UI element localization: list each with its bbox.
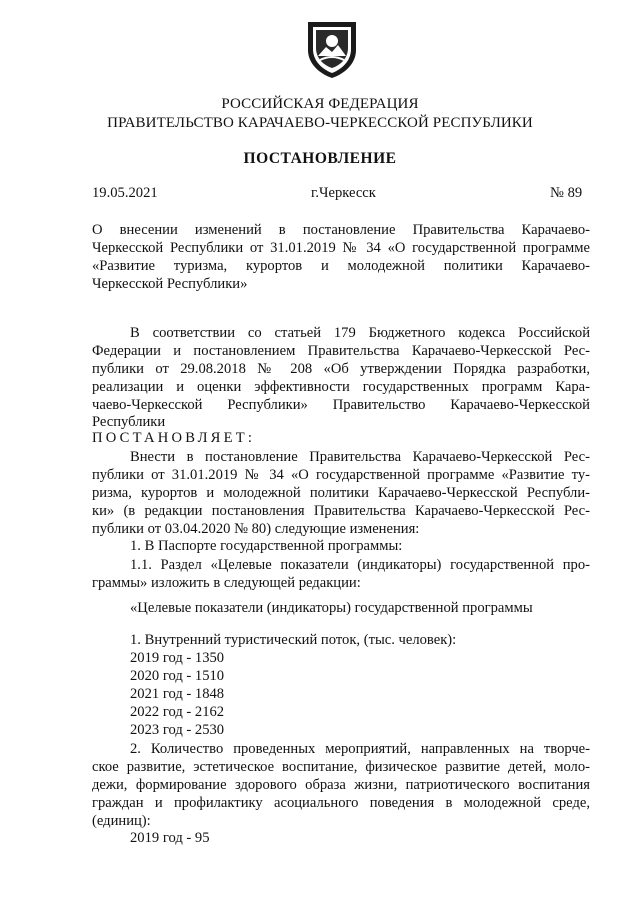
preamble-line: В соответствии со статьей 179 Бюджетного кодекса Российской bbox=[130, 325, 590, 341]
indicator-1-title: 1. Внутренний туристический поток, (тыс. человек): bbox=[130, 632, 457, 648]
indicator-2-line: граждан и профилактику асоциального поведения в молодежной среде, bbox=[92, 795, 590, 811]
preamble-block bbox=[92, 324, 590, 430]
indicator-2-line: (единиц): bbox=[92, 813, 151, 829]
resolves-heading: ПОСТАНОВЛЯЕТ: bbox=[92, 430, 256, 446]
amendment-line: ки» (в редакции постановления Правительства Карачаево-Черкесской Рес- bbox=[92, 503, 590, 519]
preamble-line: Республики bbox=[92, 414, 166, 430]
amendment-line: публики от 03.04.2020 № 80) следующие изменения: bbox=[92, 521, 420, 537]
indicator-2-line: дежи, формирование здорового образа жизни, патриотического воспитания bbox=[92, 777, 590, 793]
indicator-2-block bbox=[92, 740, 590, 830]
indicator-1-value: 2022 год - 2162 bbox=[130, 704, 225, 720]
government-heading: ПРАВИТЕЛЬСТВО КАРАЧАЕВО-ЧЕРКЕССКОЙ РЕСПУБЛИКИ bbox=[107, 115, 533, 131]
subject-line: Черкесской Республики от 31.01.2019 № 34 «О государственной программе bbox=[92, 240, 590, 256]
country-heading: РОССИЙСКАЯ ФЕДЕРАЦИЯ bbox=[221, 96, 419, 112]
indicator-2-line: ское развитие, эстетическое воспитание, физическое развитие детей, моло- bbox=[92, 759, 590, 775]
indicator-1-value: 2021 год - 1848 bbox=[130, 686, 225, 702]
document-number: № 89 bbox=[550, 185, 583, 201]
document-city: г.Черкесск bbox=[311, 185, 376, 201]
indicator-1-value: 2019 год - 1350 bbox=[130, 650, 225, 666]
amendment-line: ризма, курортов и молодежной политики Карачаево-Черкесской Республи- bbox=[92, 485, 590, 501]
subject-line: О внесении изменений в постановление Правительства Карачаево- bbox=[92, 222, 590, 238]
item-1-1-line: 1.1. Раздел «Целевые показатели (индикаторы) государственной про- bbox=[130, 557, 590, 573]
indicator-2-value: 2019 год - 95 bbox=[130, 830, 210, 846]
preamble-line: Федерации и постановлением Правительства Карачаево-Черкесской Рес- bbox=[92, 343, 590, 359]
document-date: 19.05.2021 bbox=[92, 185, 158, 201]
preamble-line: реализации и оценки эффективности государственных программ Кара- bbox=[92, 379, 590, 395]
indicator-2-line: 2. Количество проведенных мероприятий, направленных на творче- bbox=[130, 741, 590, 757]
item-1: 1. В Паспорте государственной программы: bbox=[130, 538, 403, 554]
preamble-line: публики от 29.08.2018 № 208 «Об утверждении Порядка разработки, bbox=[92, 361, 590, 377]
quote-title: «Целевые показатели (индикаторы) государственной программы bbox=[130, 600, 533, 616]
item-1-1-block bbox=[92, 556, 590, 592]
item-1-1-line: граммы» изложить в следующей редакции: bbox=[92, 575, 361, 591]
subject-line: Черкесской Республики» bbox=[92, 276, 248, 292]
amendment-line: публики от 31.01.2019 № 34 «О государственной программе «Развитие ту- bbox=[92, 467, 590, 483]
preamble-line: чаево-Черкесской Республики» Правительство Карачаево-Черкесской bbox=[92, 397, 590, 413]
subject-block bbox=[92, 221, 590, 293]
document-type-title: ПОСТАНОВЛЕНИЕ bbox=[243, 150, 397, 167]
amendment-line: Внести в постановление Правительства Карачаево-Черкесской Рес- bbox=[130, 449, 590, 465]
subject-line: «Развитие туризма, курортов и молодежной политики Карачаево- bbox=[92, 258, 590, 274]
indicator-1-value: 2020 год - 1510 bbox=[130, 668, 225, 684]
coat-of-arms-emblem bbox=[304, 16, 360, 80]
amendment-block bbox=[92, 448, 590, 538]
indicator-1-value: 2023 год - 2530 bbox=[130, 722, 225, 738]
